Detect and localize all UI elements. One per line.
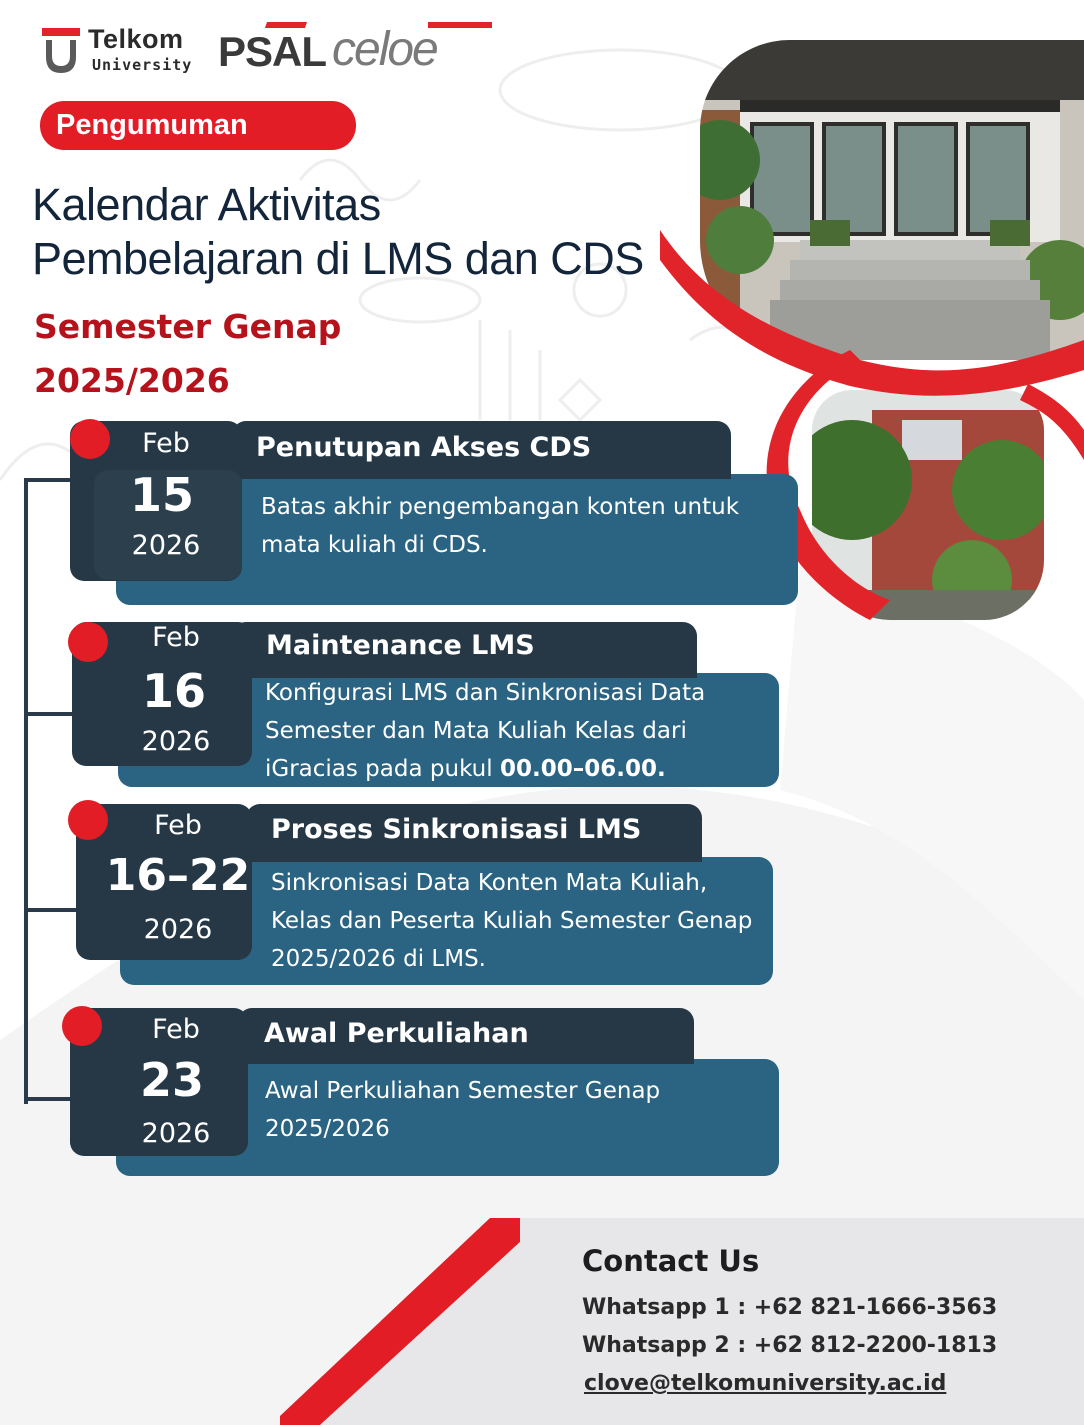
timeline-branch — [24, 1097, 70, 1101]
title-line-2: Pembelajaran di LMS dan CDS — [32, 233, 644, 284]
event-month: Feb — [154, 810, 202, 841]
event-day: 16–22 — [105, 850, 251, 901]
title-line-1: Kalendar Aktivitas — [32, 179, 381, 230]
event-description: Sinkronisasi Data Konten Mata Kuliah, Kelas dan Peserta Kuliah Semester Genap 2025/2026 di LMS. — [271, 870, 753, 972]
semester-label — [34, 300, 341, 408]
event-year: 2026 — [143, 914, 213, 945]
event-month: Feb — [152, 622, 200, 653]
event-day: 23 — [139, 1053, 204, 1107]
contact-title: Contact Us — [582, 1244, 760, 1278]
timeline-line — [24, 478, 28, 1104]
event-description-text: Konfigurasi LMS dan Sinkronisasi Data Semester dan Mata Kuliah Kelas dari iGracias pada pukul — [265, 680, 706, 782]
event-description-time: 00.00–06.00. — [499, 756, 666, 782]
event-day: 15 — [129, 468, 194, 522]
contact-whatsapp-2[interactable]: Whatsapp 2 : +62 812-2200-1813 — [582, 1333, 998, 1358]
event-year: 2026 — [141, 1118, 211, 1149]
timeline-branch — [24, 478, 72, 482]
event-year: 2026 — [141, 726, 211, 757]
psal-logo: PSAL — [218, 28, 327, 75]
semester-line-2: 2025/2026 — [34, 361, 230, 400]
event-title: Proses Sinkronisasi LMS — [271, 814, 642, 845]
event-title: Maintenance LMS — [266, 630, 535, 661]
event-day: 16 — [141, 664, 206, 718]
event-month: Feb — [142, 428, 190, 459]
event-description: Batas akhir pengembangan konten untuk mata kuliah di CDS. — [261, 494, 740, 558]
contact-email-link[interactable]: clove@telkomuniversity.ac.id — [584, 1371, 947, 1396]
semester-line-1: Semester Genap — [34, 307, 342, 346]
page-title — [32, 178, 672, 286]
celoe-accent-bar — [428, 22, 492, 28]
contact-whatsapp-1[interactable]: Whatsapp 1 : +62 821-1666-3563 — [582, 1295, 998, 1320]
event-title: Penutupan Akses CDS — [256, 432, 592, 463]
event-title: Awal Perkuliahan — [264, 1018, 529, 1049]
event-description: Awal Perkuliahan Semester Genap 2025/2026 — [265, 1078, 661, 1142]
telkom-mark-icon — [42, 26, 80, 74]
telkom-logo-text: Telkom — [88, 24, 184, 54]
university-logo-text: University — [92, 56, 193, 74]
timeline-branch — [24, 908, 78, 912]
timeline-branch — [24, 712, 74, 716]
event-month: Feb — [152, 1014, 200, 1045]
telkom-university-logo — [42, 24, 202, 76]
event-year: 2026 — [131, 530, 201, 561]
event-description — [265, 674, 765, 788]
announcement-badge: Pengumuman — [40, 101, 356, 150]
footer-red-stripe — [280, 1218, 520, 1425]
celoe-logo: celoe — [332, 23, 437, 76]
